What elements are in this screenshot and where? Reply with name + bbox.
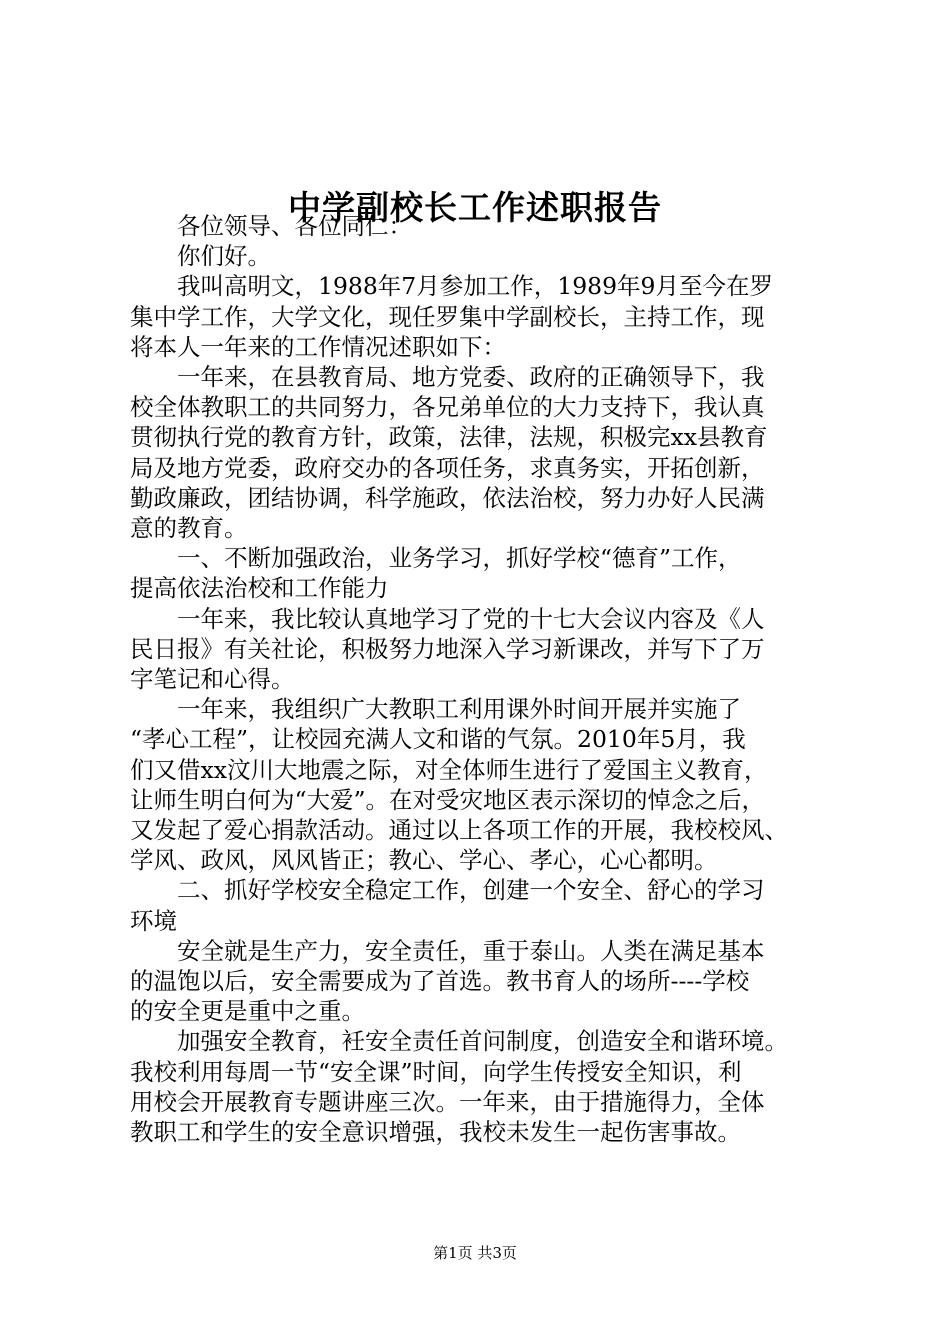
document-title: 中学副校长工作述职报告 bbox=[288, 188, 662, 227]
section-heading: 二、抓好学校安全稳定工作，创建一个安全、舒心的学习 环境 bbox=[130, 876, 765, 935]
salutation-paragraph: 你们好。 bbox=[177, 242, 271, 271]
body-paragraph: 我叫高明文，1988年7月参加工作，1989年9月至今在罗 集中学工作，大学文化，现任罗集中学副校长，主持工作，现 将本人一年来的工作情况述职如下： bbox=[130, 272, 774, 361]
body-paragraph: 安全就是生产力，安全责任，重于泰山。人类在满足基本 的温饱以后，安全需要成为了首选。教书育人的场所----学校 的安全更是重中之重。 bbox=[130, 936, 765, 1026]
document-body bbox=[130, 211, 830, 1147]
body-paragraph: 一年来，在县教育局、地方党委、政府的正确领导下，我 校全体教职工的共同努力，各兄弟单位的大力支持下，我认真 贯彻执行党的教育方针，政策，法律，法规，积极完xx县教育 局及地方党委，政府交办的各项任务，求真务实，开拓创新， 勤政廉政，团结协调，科学施政，依法治校，努力办好人民满 意的教育。 bbox=[130, 363, 768, 543]
greeting-paragraph: 各位领导、各位同仁： bbox=[177, 212, 412, 240]
body-paragraph: 一年来，我比较认真地学习了党的十七大会议内容及《人 民日报》有关社论，积极努力地深入学习新课改，并写下了万 字笔记和心得。 bbox=[130, 604, 765, 694]
page-footer: 第1页 共3页 bbox=[433, 1244, 517, 1262]
section-heading: 一、不断加强政治，业务学习，抓好学校“德育”工作， 提高依法治校和工作能力 bbox=[130, 544, 742, 603]
body-paragraph: 加强安全教育，衽安全责任首问制度，创造安全和谐环境。 我校利用每周一节“安全课”时间，向学生传授安全知识，利 用校会开展教育专题讲座三次。一年来，由于措施得力，全体 教职工和学生的安全意识增强，我校未发生一起伤害事故。 bbox=[130, 1027, 788, 1147]
body-paragraph: 一年来，我组织广大教职工利用课外时间开展并实施了 “孝心工程”，让校园充满人文和谐的气氛。2010年5月，我 们又借xx汶川大地震之际，对全体师生进行了爱国主义教育， 让师生明白何为“大爱”。在对受灾地区表示深切的悼念之后， 又发起了爱心捐款活动。通过以上各项工作的开展，我校校风、 学风、政风，风风皆正；教心、学心、孝心，心心都明。 bbox=[130, 695, 788, 875]
